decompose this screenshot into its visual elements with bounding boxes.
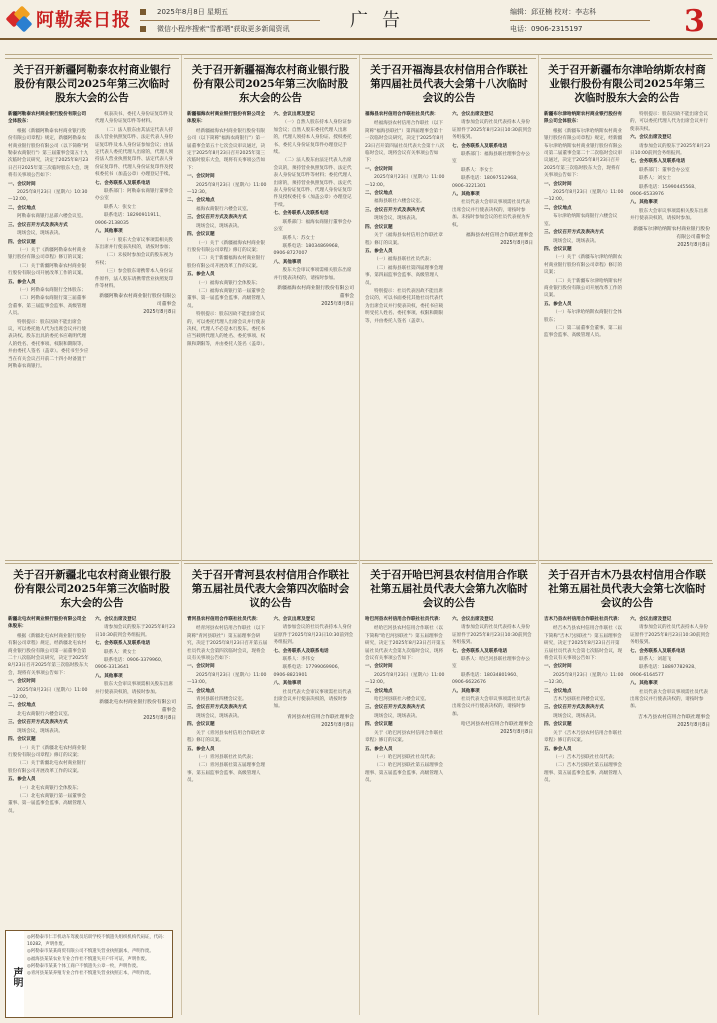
notice-paragraph: 二、会议地点	[544, 688, 572, 694]
notice-paragraph: （二）福海农商银行第一届董事会董事、第一届监事会监事、高级管理人员。	[187, 288, 266, 309]
notice-paragraph: 联系部门：福海县联社理事会办公室	[452, 152, 530, 165]
square-bullet-icon	[140, 26, 146, 32]
notice-paragraph: 2025年8月23日（星期六）11:00—12:00。	[8, 687, 88, 701]
notice-paragraph: （二）北屯农商银行第一届董事会董事、第一届监事会监事、高级管理人员。	[8, 793, 87, 814]
notice-paragraph: （一）福海农商银行全体股东；	[196, 280, 261, 286]
header-meta-left	[140, 5, 320, 36]
notice-paragraph: 请参加会议的股东于2025年8月23日10:30前到会务组报到。	[95, 625, 175, 638]
notice-addressee: 新疆福海农村商业银行股份有限公司全体股东：	[187, 112, 266, 125]
notice-paragraph: 联系电话：0906-3379960、0906-3313641	[95, 658, 166, 671]
notice-paragraph: （一）北屯农商银行全体股东；	[17, 785, 82, 791]
notice-paragraph: （二）吉木乃县联社第五届理事会理事、第五届监事会监事、高级管理人员。	[544, 763, 623, 784]
notice-paragraph: （二）福海县联社第四届理事会理事、第四届监事会监事、高级管理人员。	[365, 265, 443, 286]
notice-paragraph: （一）关于《新疆北屯农村商业银行股份有限公司章程》修订的议案；	[8, 745, 86, 758]
notice-paragraph: 经吉木乃县农村信用合作联社（以下简称"吉木乃县联社"）第五届理事会研究，决定于2025年8月23日召开第五届社员代表大会第七次临时会议，现将会议有关事项公告如下：	[544, 626, 623, 662]
logo-mark-icon	[6, 6, 32, 32]
notice-paragraph: （一）关于《新疆布尔津哈纳斯农村商业银行股份有限公司章程》修订的议案；	[544, 255, 623, 276]
notice-paragraph: 六、会议出席及登记	[273, 112, 315, 117]
notice-paragraph: 三、会议召开方式及表决方式	[544, 230, 604, 236]
notice-paragraph: 四、会议议题	[365, 224, 393, 230]
notice-paragraph: 联系电话：18290911911、0906-2138035	[95, 213, 164, 226]
notice-paragraph: 联系人：刘超飞	[639, 657, 672, 663]
notice-paragraph: 关于《哈巴河县农村信用合作联社章程》修订的议案。	[365, 730, 443, 744]
notice-paragraph: 社员代表大会审议事项需社员代表出席会议并行使表决权的，请按时参加。	[452, 697, 530, 717]
notice-column	[95, 616, 176, 816]
notice-paragraph: 关于《吉木乃县农村信用合作联社章程》修订的议案。	[544, 730, 622, 744]
notice-paragraph: 联系部门：福海农商银行董事会办公室	[273, 219, 352, 233]
notice-paragraph: 七、会务联系人及联系电话	[95, 641, 151, 647]
notice-paragraph: 关于《福海县农村信用合作联社章程》修订的议案。	[365, 233, 443, 246]
notice-paragraph: 特别提示：社员代表因故不能出席会议的，可以书面委托其他社员代表代为出席会议并行使表决权，委托书应载明受托人姓名、委托事项、权限和期限等，并由委托人签名（盖章）。	[365, 288, 444, 324]
notice-date: 2025年8月8日	[677, 242, 710, 248]
notice-paragraph: 七、会务联系人及联系电话	[273, 648, 329, 654]
notice-paragraph: 一、会议时间	[8, 679, 36, 685]
notice-paragraph: 一、会议时间	[365, 664, 393, 670]
notice-paragraph: 七、会务联系人及联系电话	[95, 180, 151, 186]
notice-column	[452, 616, 533, 786]
notice-paragraph: （二）关于新疆布尔津哈纳斯农村商业银行股份有限公司开展改革工作的议案。	[544, 278, 623, 299]
notice-jeminay-credit-union	[541, 563, 713, 1018]
declaration-text	[24, 931, 172, 1017]
notice-paragraph: 股东大会审议事项需相关股东出席并行使表决权的，请按时参加。	[630, 208, 708, 222]
notice-paragraph: 联系人：张女士	[104, 204, 137, 210]
column-divider	[359, 55, 360, 1015]
notice-paragraph: 七、会务联系人及联系电话	[273, 211, 329, 217]
notice-paragraph: 请参加会议的社员代表持本人身份证原件于2025年8月23日10:30前到会务组报到。	[452, 120, 532, 141]
notice-paragraph: （二）关于新疆北屯农村商业银行股份有限公司开展改革工作的议案。	[8, 761, 86, 774]
notice-paragraph: 请参加会议的社员代表持本人身份证原件于2025年8月23日10:30前到会务组报到。	[630, 625, 710, 646]
notice-paragraph: 根据《新疆布尔津哈纳斯农村商业银行股份有限公司章程》规定，经新疆布尔津哈纳斯农村商业银行股份有限公司第二届董事会第二十二次临时会议审议通过，决定于2025年8月23日召开2025年第三次临时股东大会，现将有关事项公告如下：	[544, 128, 623, 179]
notice-paragraph: 联系电话：15990445568、0906-6533976	[630, 184, 699, 198]
notice-paragraph: 根据《新疆北屯农村商业银行股份有限公司章程》规定，经新疆北屯农村商业银行股份有限公司第一届董事会第二十八次临时会议研究，决定于2025年8月23日召开2025年第三次临时股东大会，现将有关事项公告如下：	[8, 633, 89, 676]
newspaper-logo	[6, 4, 156, 34]
notice-paragraph: 四、会议议题	[365, 722, 393, 728]
notice-paragraph: 一、会议时间	[187, 664, 215, 670]
notice-paragraph: 五、参会人员	[365, 248, 393, 254]
notice-paragraph: 社员代表大会审议事项需社员代表出席会议并行使表决权的，请按时参加。	[630, 689, 708, 710]
notice-paragraph: 五、参会人员	[544, 301, 572, 307]
notice-paragraph: 联系人：哈巴河县联社理事会办公室	[452, 657, 530, 670]
notice-paragraph: 八、其他事项	[630, 200, 658, 206]
notice-paragraph: （二）阿勒泰农商银行第三届董事会董事、第三届监事会监事、高级管理人员。	[8, 296, 87, 317]
notice-paragraph: 一、会议时间	[187, 174, 215, 180]
notice-paragraph: （二）第二届董事会董事、第二届监事会监事、高级管理人员。	[544, 325, 622, 339]
page-number: 3	[684, 4, 705, 39]
notice-paragraph: （二）关于新疆福海农村商业银行股份有限公司开展改革工作的议案。	[187, 256, 265, 269]
notice-paragraph: 六、会议出席及登记	[630, 135, 672, 141]
notice-paragraph: 五、参会人员	[544, 746, 572, 752]
notice-date: 2025年8月8日	[143, 310, 176, 316]
notice-paragraph: 七、会务联系人及联系电话	[452, 648, 508, 654]
notice-title: 关于召开新疆布尔津哈纳斯农村商业银行股份有限公司2025年第三次临时股东大会的公告	[548, 64, 706, 104]
notice-paragraph: 经新疆福海农村商业银行股份有限公司（以下简称"福海农商银行"）第一届董事会第五十七次会议审议通过，决定于2025年8月23日召开2025年第三次临时股东大会，现将有关事项公告如下：	[187, 128, 266, 171]
notice-title: 关于召开新疆福海农村商业银行股份有限公司2025年第三次临时股东大会的公告	[191, 64, 350, 104]
notice-paragraph: 布尔津哈纳斯农商银行六楼会议室。	[544, 214, 618, 227]
notice-paragraph: 关于《青河县农村信用合作联社章程》修订的议案。	[187, 730, 265, 744]
notice-paragraph: 三、会议召开方式及表决方式	[365, 705, 425, 711]
notice-paragraph: 现场会议，现场表决。	[374, 713, 420, 719]
notice-column	[274, 616, 355, 786]
notice-column	[8, 616, 89, 816]
notice-paragraph: 三、会议召开方式及表决方式	[8, 720, 68, 726]
notice-addressee: 哈巴河县农村信用合作联社社员代表：	[365, 617, 444, 622]
notice-paragraph: 联系电话：18034801960、0906-6622676	[452, 672, 521, 686]
notice-fuhai-credit-union	[362, 58, 536, 554]
notice-paragraph: 二、会议地点	[365, 688, 393, 694]
column-divider	[538, 55, 539, 1015]
notice-paragraph: 二、会议地点	[8, 703, 36, 709]
declaration-line: ◎阿勒泰市仁丰机动车驾驶员培训学校不慎遗失组织机构代码证，代码：10282，声明作废。	[27, 935, 167, 948]
notice-addressee: 青河县农村信用合作联社社员代表：	[187, 617, 261, 622]
notice-date: 2025年8月8日	[321, 301, 354, 307]
notice-signature: 新疆阿勒泰农村商业银行股份有限公司董事会	[99, 294, 176, 308]
notice-paragraph: 根据《新疆阿勒泰农村商业银行股份有限公司章程》规定，新疆阿勒泰农村商业银行股份有限公司（以下简称"阿勒泰农商银行"）第三届董事会第五十九次临时会议研究，决定于2025年8月23日召开2025年第三次临时股东大会，现将有关事项公告如下：	[8, 128, 89, 179]
notice-date: 2025年8月8日	[500, 241, 533, 247]
notice-paragraph: 八、其他事项	[630, 681, 658, 687]
notice-paragraph: 请参加会议的股东于2025年8月23日10:00前到会务组报到。	[630, 143, 710, 157]
notice-paragraph: 阿勒泰农商银行总部六楼会议室。	[17, 214, 86, 220]
notice-paragraph: （一）青河县联社社员代表；	[196, 754, 256, 760]
notice-paragraph: 经福海县农村信用合作联社（以下简称"福海县联社"）第四届理事会第十一次临时会议研究，决定于2025年8月23日召开第四届社员代表大会第十八次临时会议，现将会议有关事项公告如下：	[365, 121, 445, 164]
notice-paragraph: 现场会议，现场表决。	[196, 713, 242, 719]
notice-paragraph: 哈巴河县联社六楼会议室。	[374, 697, 430, 703]
notice-paragraph: 八、其他事项	[452, 688, 480, 694]
notice-date: 2025年8月8日	[321, 722, 354, 728]
notice-paragraph: 青河县联社四楼会议室。	[196, 697, 247, 703]
notice-signature: 新疆福海农村商业银行股份有限公司董事会	[277, 285, 354, 299]
notice-paragraph: 三、会议召开方式及表决方式	[544, 705, 604, 711]
notice-column	[187, 616, 268, 786]
contact-phone: 电话：0906-2315197	[510, 25, 583, 33]
notice-column	[187, 111, 268, 349]
notice-paragraph: （一）自然人股东持本人身份证参加会议；自然人股东委托代理人出席的，代理人须持本人身份证、授权委托书、委托人身份证复印件办理登记手续。	[273, 120, 352, 156]
notice-paragraph: 三、会议召开方式及表决方式	[8, 222, 68, 228]
notice-addressee: 新疆布尔津哈纳斯农村商业银行股份有限公司全体股东：	[544, 112, 623, 125]
notice-paragraph: 八、其他事项	[273, 681, 302, 687]
notice-altay-bank	[5, 58, 179, 554]
notice-paragraph: 权表决书、委托人身份证复印件及代理人身份证复印件等材料。	[95, 112, 173, 125]
notice-paragraph: 联系部门：阿勒泰农商银行董事会办公室	[95, 189, 173, 202]
notice-paragraph: 一、会议时间	[544, 664, 572, 670]
notice-paragraph: 现场会议，现场表决。	[553, 238, 599, 244]
notice-paragraph: 现场会议，现场表决。	[553, 713, 599, 719]
notice-date: 2025年8月8日	[143, 716, 176, 722]
notice-paragraph: 四、会议议题	[544, 246, 572, 252]
notice-date: 2025年8月8日	[677, 722, 710, 728]
notice-paragraph: 现场会议，现场表决。	[17, 728, 63, 734]
notice-paragraph: 二、会议地点	[544, 205, 572, 211]
notice-paragraph: 三、会议召开方式及表决方式	[187, 215, 247, 221]
notice-signature: 福海县农村信用合作联社理事会	[465, 233, 533, 239]
page-header	[0, 0, 717, 40]
square-bullet-icon	[140, 9, 146, 15]
notice-paragraph: 联系人：黄女士	[104, 649, 137, 655]
notice-paragraph: 五、参会人员	[187, 746, 215, 752]
notice-paragraph: 三、会议召开方式及表决方式	[187, 705, 247, 711]
notice-paragraph: 五、参会人员	[8, 777, 36, 783]
declaration-line: ◎福海县某某农业专业合作社不慎遗失开户许可证，声明作废。	[27, 956, 150, 962]
notice-title: 关于召开哈巴河县农村信用合作联社第五届社员代表大会第九次临时会议的公告	[370, 569, 528, 609]
notice-paragraph: 2025年8月23日（星期六）11:00—12:00。	[365, 672, 445, 686]
notice-paragraph: 八、其他事项	[95, 229, 123, 235]
notice-paragraph: 四、会议议题	[187, 722, 215, 728]
notice-paragraph: 现场会议，现场表决。	[17, 231, 63, 237]
notice-paragraph: 联系电话：18034869968、0906-8727007	[273, 243, 343, 257]
notice-paragraph: 八、其他事项	[95, 673, 123, 679]
notice-column	[544, 616, 624, 786]
editors: 编辑：邱亚楠 校对：李志科	[510, 8, 597, 16]
notice-paragraph: （二）哈巴河县联社第五届理事会理事、第五届监事会监事、高级管理人员。	[365, 763, 444, 784]
notice-paragraph: 一、会议时间	[544, 181, 572, 187]
notice-paragraph: 联系电话：17799069906、0906-8821901	[273, 665, 343, 678]
notice-paragraph: （一）关于《新疆阿勒泰农村商业银行股份有限公司章程》修订的议案；	[8, 247, 87, 261]
notice-paragraph: 特别提示：股东因故不能出席会议，可以委托他人代为出席会议并行使表决权。股东出具的委托书应载明代理人的姓名、委托事项、权限和期限等，并由委托人签名（盖章）。委托书至少应当在有关会议召开前二十四小时备置于阿勒泰农商银行。	[8, 319, 89, 369]
notice-paragraph: 三、会议召开方式及表决方式	[365, 207, 425, 213]
notice-paragraph: 六、会议出席及登记	[95, 617, 137, 622]
notice-paragraph: 八、其他事项	[452, 192, 480, 198]
notice-paragraph: 2025年8月23日（星期六）11:00—12:00。	[365, 175, 445, 188]
notice-paragraph: 二、会议地点	[365, 191, 393, 197]
notice-paragraph: 请参加会议的社员代表持本人身份证原件于2025年8月23日10:30前到会务组报到。	[273, 625, 354, 646]
notice-column	[8, 111, 89, 371]
notice-paragraph: 六、会议出席及登记	[452, 617, 494, 622]
notice-paragraph: （一）股东大会审议事项需相关股东出席并行使表决权的，请按时参加；	[95, 237, 174, 250]
notice-title: 关于召开青河县农村信用合作联社第五届社员代表大会第四次临时会议的公告	[191, 569, 350, 609]
notice-paragraph: 特别提示：股东因故不能出席会议的，可以委托代理人出席会议并行使表决权，代理人不必是本行股东。委托书应当载明代理人的姓名、委托事项、权限和期限等，并由委托人签名（盖章）。	[187, 312, 268, 347]
notice-paragraph: 二、会议地点	[8, 205, 36, 211]
notice-paragraph: 特别提示：股东因故不能出席会议的，可以委托代理人代为出席会议并行使表决权。	[630, 112, 709, 132]
notice-paragraph: 八、其他事项	[273, 259, 302, 265]
notice-paragraph: 五、参会人员	[187, 272, 215, 278]
notice-column	[274, 111, 355, 349]
notice-paragraph: 二、会议地点	[187, 688, 215, 694]
notice-paragraph: 联系人：李女士	[461, 167, 494, 173]
notice-signature: 新疆布尔津哈纳斯农村商业银行股份有限公司董事会	[633, 226, 710, 240]
notice-signature: 哈巴河县农村信用合作联社理事会	[461, 722, 533, 728]
notice-paragraph: 七、会务联系人及联系电话	[630, 648, 686, 654]
notice-paragraph: 六、会议出席及登记	[273, 617, 315, 622]
notice-column	[452, 111, 533, 326]
notice-paragraph: 四、会议议题	[544, 722, 572, 728]
notice-paragraph: 二、会议地点	[187, 198, 215, 204]
notice-paragraph: （一）吉木乃县联社社员代表；	[553, 754, 618, 760]
notice-paragraph: 七、会务联系人及联系电话	[452, 143, 508, 149]
notice-paragraph: （一）阿勒泰农商银行全体股东；	[17, 287, 86, 293]
notice-paragraph: （二）青河县联社第五届理事会理事、第五届监事会监事、高级管理人员。	[187, 763, 265, 784]
notice-paragraph: 2025年8月23日（星期六）11:00—12:00。	[544, 190, 624, 203]
notice-paragraph: （三）参会股东请携带本人身份证件原件，法人股东请携带营业执照复印件等材料。	[95, 269, 174, 289]
notice-paragraph: 福海县联社六楼会议室。	[374, 199, 425, 205]
wechat-promo: 微信小程序搜索"雪都晒"获取更多新闻资讯	[157, 25, 290, 33]
notice-paragraph: （二）未按时参加会议的股东视为弃权；	[95, 253, 173, 266]
notice-paragraph: （二）法人股东由法定代表人出席会议的，须持营业执照复印件、法定代表人身份证复印件等材料；委托代理人出席的，须持营业执照复印件、法定代表人身份证复印件、代理人身份证复印件及授权委托书（加盖公章）办理登记手续。	[273, 158, 352, 208]
notice-paragraph: 四、会议议题	[8, 737, 36, 743]
header-meta-right	[510, 5, 650, 36]
notice-paragraph: 一、会议时间	[8, 181, 36, 187]
notice-paragraph: 社员代表大会审议事项需社员代表出席会议并行使表决权的，请按时参加。	[273, 689, 352, 710]
notice-paragraph: （一）哈巴河县联社社员代表；	[374, 754, 439, 760]
logo-text: 阿勒泰日报	[36, 10, 131, 31]
notice-paragraph: 2025年8月23日（星期六）10:30—12:00。	[8, 190, 88, 203]
notice-paragraph: 福海农商银行六楼会议室。	[196, 206, 252, 212]
notice-paragraph: 2025年8月23日（星期六）11:00—12:30。	[544, 672, 624, 686]
column-divider	[181, 55, 182, 1015]
notice-addressee: 新疆阿勒泰农村商业银行股份有限公司全体股东：	[8, 112, 87, 125]
notice-paragraph: 现场会议，现场表决。	[196, 223, 242, 229]
notice-paragraph: 联系电话：18897782928、0906-6164577	[630, 665, 699, 678]
notice-paragraph: 六、会议出席及登记	[630, 617, 672, 622]
notice-paragraph: 五、参会人员	[8, 279, 36, 285]
notice-paragraph: 北屯农商银行六楼会议室。	[17, 711, 73, 717]
notice-title: 关于召开吉木乃县农村信用合作联社第五届社员代表大会第七次临时会议的公告	[548, 569, 706, 609]
notice-column	[95, 111, 176, 371]
notice-title: 关于召开新疆北屯农村商业银行股份有限公司2025年第三次临时股东大会的公告	[13, 569, 171, 609]
notice-paragraph: 请参加会议的社员代表持本人身份证原件于2025年8月23日10:30前到会务组报到。	[452, 625, 532, 646]
notice-paragraph: 经青河县农村信用合作联社（以下简称"青河县联社"）第五届理事会研究，决定于2025年8月23日召开第五届社员代表大会第四次临时会议，现将会议有关事项公告如下：	[187, 626, 268, 662]
notice-paragraph: 2025年8月23日（星期六）11:00—12:30。	[187, 182, 267, 196]
notice-signature: 青河县农村信用合作联社理事会	[286, 714, 354, 720]
notice-paragraph: 股东大会审议事项需相关股东出席并行使表决权的，请按时参加。	[273, 268, 352, 281]
notice-paragraph: 社员代表大会审议事项需社员代表出席会议并行使表决权的，请按时参加。未按时参加会议的社员代表视为弃权。	[452, 200, 531, 228]
notice-fuhai-bank	[184, 58, 357, 554]
notice-paragraph: 四、会议议题	[8, 239, 36, 245]
notice-paragraph: 现场会议，现场表决。	[374, 216, 420, 222]
notice-paragraph: 股东大会审议事项需相关股东出席并行使表决权的，请按时参加。	[95, 682, 173, 695]
section-title: 广告	[350, 10, 414, 31]
notice-paragraph: 吉木乃县联社四楼会议室。	[553, 697, 609, 703]
notice-paragraph: 联系电话：18097512968、0906-3221301	[452, 176, 521, 189]
notice-title: 关于召开福海县农村信用合作联社第四届社员代表大会第十八次临时会议的公告	[370, 64, 528, 104]
notice-paragraph: 五、参会人员	[365, 746, 393, 752]
notice-paragraph: 联系人：刘女士	[639, 176, 672, 182]
declaration-line: ◎阿勒泰市某某商贸有限公司不慎遗失营业执照副本，声明作废。	[27, 949, 154, 955]
declaration-line: ◎阿勒泰市某某个体工商户不慎遗失公章一枚，声明作废。	[27, 963, 141, 969]
notice-paragraph: （二）法人股东由其法定代表人持法人营业执照复印件、法定代表人身份证复印件及本人身份证参加会议；由法定代表人委托代理人出席的，代理人须持法人营业执照复印件、法定代表人身份证复印件、代理人身份证复印件及授权委托书（加盖公章）办理登记手续。	[95, 127, 174, 178]
notice-paragraph: 联系人：李伟女	[282, 657, 315, 663]
notice-column	[544, 111, 624, 341]
notice-qinghe-credit-union	[184, 563, 357, 1018]
notice-column	[630, 111, 710, 341]
notice-paragraph: （二）关于新疆阿勒泰农村商业银行股份有限公司开展改革工作的议案。	[8, 263, 87, 277]
notice-addressee: 吉木乃县农村信用合作联社社员代表：	[544, 617, 623, 622]
notice-paragraph: 2025年8月23日（星期六）11:00—13:00。	[187, 672, 267, 686]
notice-paragraph: 联系人：苏女士	[282, 235, 315, 241]
notice-title: 关于召开新疆阿勒泰农村商业银行股份有限公司2025年第三次临时股东大会的公告	[13, 64, 171, 104]
notice-column	[630, 616, 710, 786]
notice-burqin-bank	[541, 58, 713, 554]
notice-paragraph: 六、会议出席及登记	[452, 112, 494, 117]
declaration-label: 声明	[6, 931, 24, 1017]
notice-paragraph: 联系部门：董事会办公室	[639, 167, 690, 173]
notice-paragraph: （一）布尔津哈纳斯农商银行全体股东；	[544, 310, 622, 323]
notice-signature: 新疆北屯农村商业银行股份有限公司董事会	[99, 700, 176, 714]
notice-signature: 吉木乃县农村信用合作联社理事会	[638, 714, 710, 720]
notice-paragraph: 七、会务联系人及联系电话	[630, 159, 686, 165]
notice-paragraph: （一）福海县联社社员代表；	[374, 257, 434, 263]
declaration-line: ◎青河县某某养殖专业合作社不慎遗失营业执照正本，声明作废。	[27, 971, 154, 977]
issue-date: 2025年8月8日 星期五	[157, 8, 228, 16]
notice-date: 2025年8月8日	[500, 730, 533, 736]
notice-paragraph: （一）关于《新疆福海农村商业银行股份有限公司章程》修订的议案；	[187, 240, 265, 253]
notice-column	[365, 111, 446, 326]
notice-column	[365, 616, 446, 786]
declaration-box	[5, 930, 173, 1018]
notice-paragraph: 一、会议时间	[365, 166, 393, 172]
notice-paragraph: 四、会议议题	[187, 232, 215, 238]
notice-addressee: 新疆北屯农村商业银行股份有限公司全体股东：	[8, 617, 87, 630]
notice-habahe-credit-union	[362, 563, 536, 1018]
notice-addressee: 福海县农村信用合作联社社员代表：	[365, 112, 439, 117]
notice-paragraph: 经哈巴河县农村信用合作联社（以下简称"哈巴河县联社"）第五届理事会研究，决定于2025年8月23日召开第五届社员代表大会第九次临时会议，现将会议有关事项公告如下：	[365, 626, 446, 662]
notice-beitun-bank	[5, 563, 179, 925]
